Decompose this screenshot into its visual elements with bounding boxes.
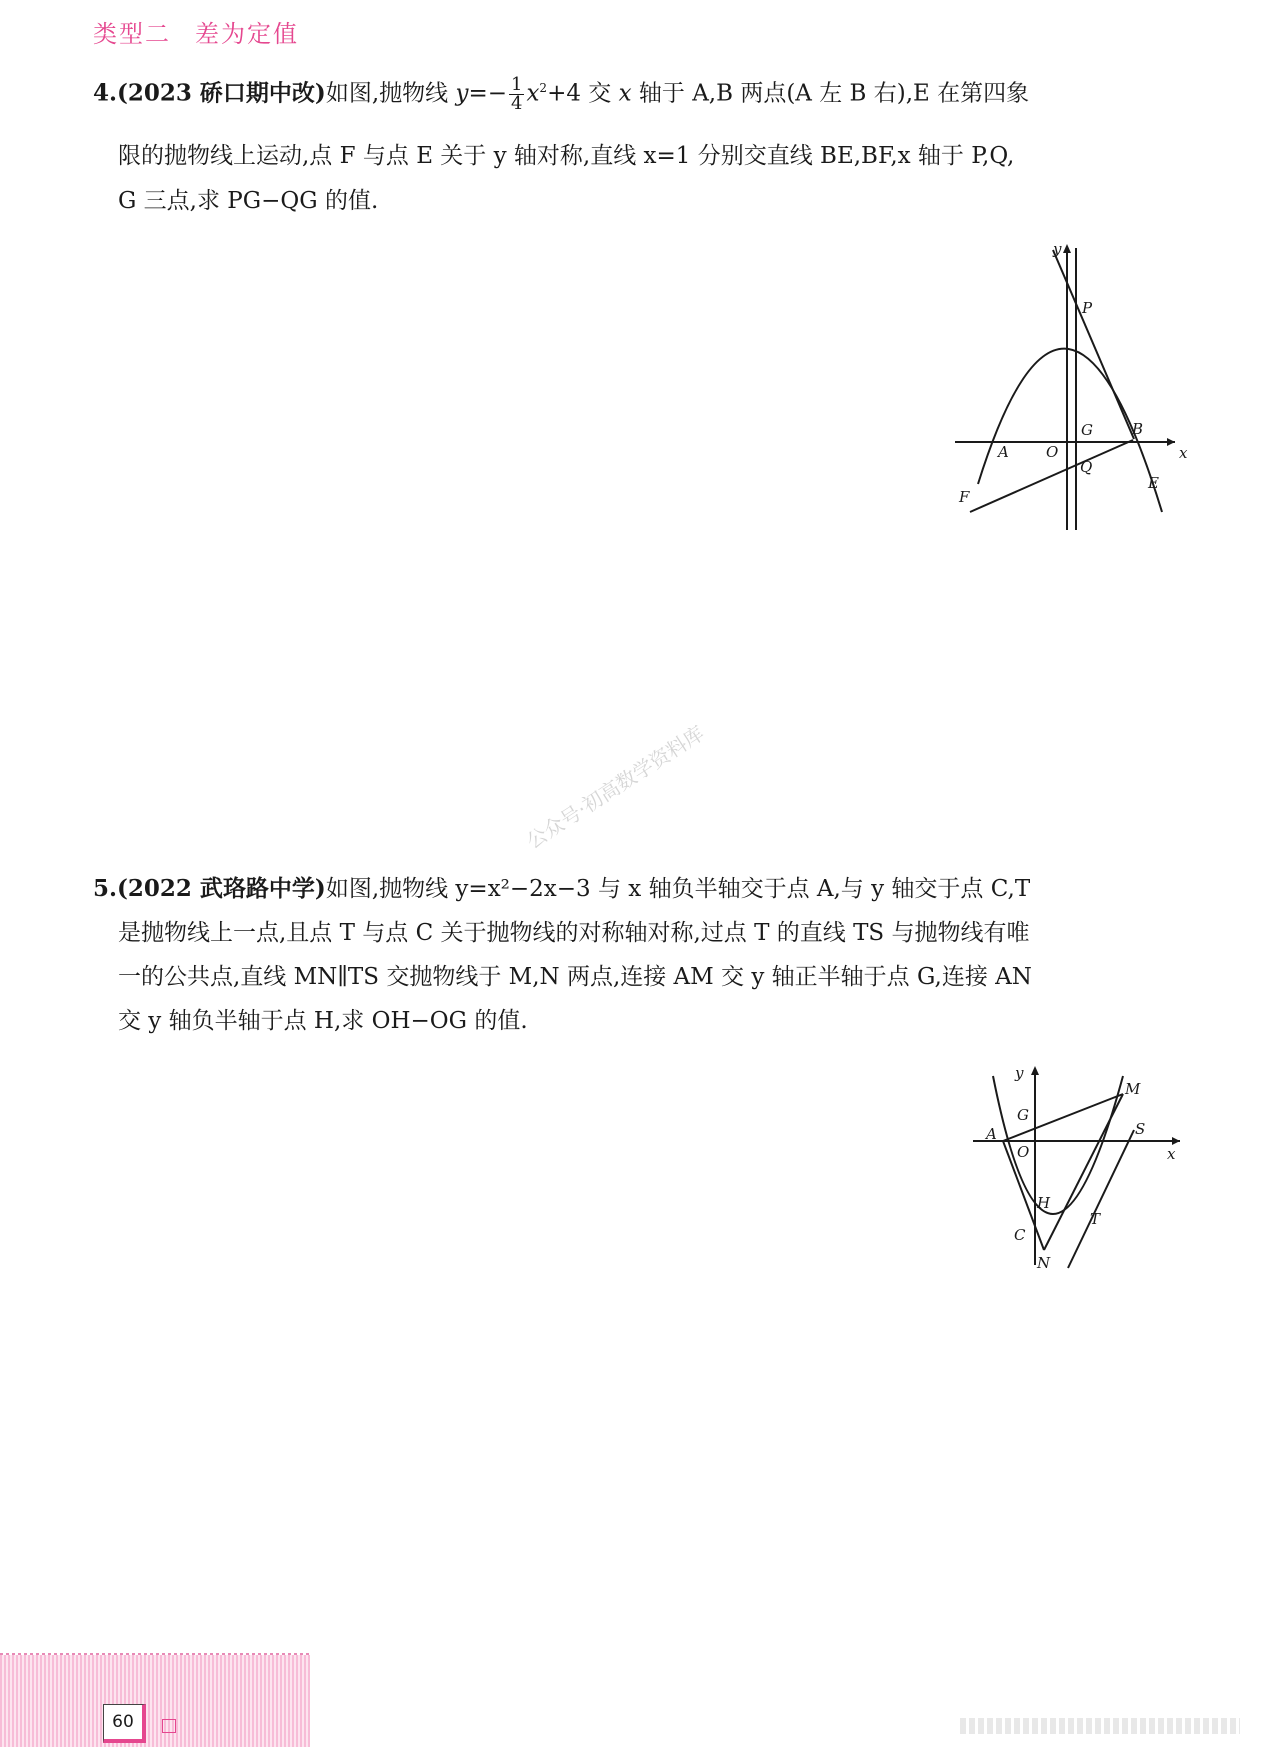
q4-label-y: y xyxy=(1053,240,1062,258)
q4-plus: +4 交 xyxy=(547,80,619,107)
q5-label-y: y xyxy=(1015,1064,1024,1082)
q5-label-C: C xyxy=(1014,1226,1026,1244)
q5-line-2: 是抛物线上一点,且点 T 与点 C 关于抛物线的对称轴对称,过点 T 的直线 TS 与抛物线有唯 xyxy=(118,920,1030,946)
q5-label-x: x xyxy=(1167,1145,1176,1163)
q4-text: 如图,抛物线 xyxy=(325,80,449,107)
q5-label-M: M xyxy=(1125,1080,1141,1098)
q5-label-O: O xyxy=(1017,1143,1030,1161)
q5-label-S: S xyxy=(1135,1120,1146,1138)
q5-label-T: T xyxy=(1090,1210,1101,1228)
q4-label-x: x xyxy=(1179,444,1188,462)
q4-label-E: E xyxy=(1148,474,1159,492)
q5-line-3: 一的公共点,直线 MN∥TS 交抛物线于 M,N 两点,连接 AM 交 y 轴正半轴于点 G,连接 AN xyxy=(118,964,1032,990)
q5-line-TS xyxy=(1068,1130,1134,1268)
q5-label-A: A xyxy=(986,1125,997,1143)
section-type-label: 类型二 xyxy=(93,20,171,48)
q4-label-P: P xyxy=(1082,299,1093,317)
footer-decor-band xyxy=(0,1655,310,1747)
q4-x-arrow xyxy=(1167,438,1175,446)
q5-figure xyxy=(965,1060,1190,1280)
q4-label-O: O xyxy=(1046,443,1059,461)
q4-line-BP xyxy=(1053,250,1134,439)
q4-label-Q: Q xyxy=(1080,458,1093,476)
q5-text-1: 如图,抛物线 y=x²−2x−3 与 x 轴负半轴交于点 A,与 y 轴交于点 C,T xyxy=(325,876,1031,902)
q4-line-3: G 三点,求 PG−QG 的值. xyxy=(118,188,379,214)
q4-line-2: 限的抛物线上运动,点 F 与点 E 关于 y 轴对称,直线 x=1 分别交直线 BE,BF,x 轴于 P,Q, xyxy=(118,143,1015,169)
q4-var-x2: x xyxy=(618,80,632,107)
q4-rest: 轴于 A,B 两点(A 左 B 右),E 在第四象 xyxy=(631,80,1030,107)
q4-line-1 xyxy=(93,76,1029,113)
q5-number: 5. xyxy=(93,875,118,902)
q5-y-arrow xyxy=(1031,1066,1039,1075)
q5-line-MN xyxy=(1044,1094,1123,1250)
q5-x-arrow xyxy=(1172,1137,1180,1145)
q5-line-4: 交 y 轴负半轴于点 H,求 OH−OG 的值. xyxy=(118,1008,528,1034)
q4-var-x: x xyxy=(526,80,540,107)
frac-numerator: 1 xyxy=(510,74,523,95)
q4-label-G: G xyxy=(1081,421,1093,439)
q5-line-1 xyxy=(93,877,1030,901)
q5-label-N: N xyxy=(1037,1254,1051,1272)
q5-source: (2022 武珞路中学) xyxy=(117,875,326,902)
q4-number: 4. xyxy=(93,79,118,107)
q4-label-F: F xyxy=(959,488,970,506)
q4-y-arrow xyxy=(1063,244,1071,253)
frac-denominator: 4 xyxy=(510,93,523,114)
q5-label-H: H xyxy=(1037,1194,1051,1212)
q4-label-A: A xyxy=(998,443,1009,461)
q4-exponent: 2 xyxy=(539,80,548,95)
page-square-icon xyxy=(162,1719,176,1733)
section-heading xyxy=(93,14,299,49)
q4-fraction xyxy=(509,76,524,113)
q5-label-G: G xyxy=(1017,1106,1029,1124)
q4-figure xyxy=(950,240,1190,535)
q4-source: (2023 硚口期中改) xyxy=(117,79,326,107)
page-number: 60 xyxy=(103,1704,146,1743)
q4-var-y: y xyxy=(455,80,469,107)
footer-faint-marks xyxy=(960,1718,1240,1734)
watermark: 公众号·初高数学资料库 xyxy=(522,720,709,854)
q4-label-B: B xyxy=(1132,420,1144,438)
q4-eq: =− xyxy=(468,80,507,107)
section-title: 差为定值 xyxy=(195,20,299,48)
